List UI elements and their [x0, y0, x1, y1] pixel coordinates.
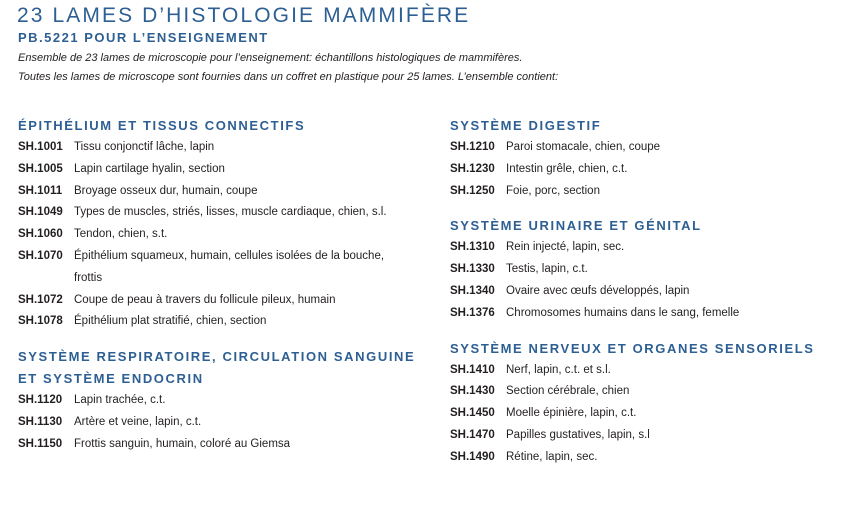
- slide-code: SH.1005: [18, 162, 63, 175]
- section-urinaire: [450, 215, 850, 324]
- slide-code: SH.1150: [18, 437, 63, 450]
- section-title-line-2: ET SYSTÈME ENDOCRIN: [18, 371, 204, 387]
- slide-description: Tendon, chien, s.t.: [74, 228, 168, 241]
- slide-description: Coupe de peau à travers du follicule pileux, humain: [74, 293, 336, 306]
- slide-code: SH.1049: [18, 206, 63, 219]
- list-item: [450, 447, 850, 469]
- slide-description: Chromosomes humains dans le sang, femelle: [506, 306, 740, 319]
- right-column: [450, 115, 850, 469]
- slide-code: SH.1078: [18, 315, 63, 328]
- list-item: [18, 290, 438, 312]
- list-item: [450, 137, 850, 159]
- list-item: [18, 434, 438, 456]
- list-item: [450, 303, 850, 325]
- slide-code: SH.1060: [18, 228, 63, 241]
- slide-code: SH.1120: [18, 394, 63, 407]
- slide-code: SH.1376: [450, 306, 495, 319]
- slide-description: Frottis sanguin, humain, coloré au Giemsa: [74, 437, 291, 450]
- slide-description-continued: frottis: [74, 271, 103, 284]
- slide-code: SH.1490: [450, 450, 495, 463]
- section-nerveux: [450, 338, 850, 469]
- section-respiratoire: [18, 346, 438, 455]
- slide-description: Paroi stomacale, chien, coupe: [506, 141, 661, 153]
- slide-code: SH.1330: [450, 263, 495, 276]
- slide-description: Types de muscles, striés, lisses, muscle cardiaque, chien, s.l.: [74, 206, 387, 219]
- slide-code: SH.1210: [450, 141, 495, 153]
- section-title: SYSTÈME URINAIRE ET GÉNITAL: [450, 218, 702, 234]
- page-title: 23 LAMES D’HISTOLOGIE MAMMIFÈRE: [17, 4, 471, 27]
- slide-description: Broyage osseux dur, humain, coupe: [74, 184, 258, 197]
- slide-description: Papilles gustatives, lapin, s.l: [506, 428, 650, 441]
- slide-code: SH.1130: [18, 415, 63, 428]
- left-column: [18, 115, 438, 456]
- list-item: [450, 281, 850, 303]
- slide-description: Épithélium squameux, humain, cellules isolées de la bouche,: [74, 249, 385, 262]
- slide-code: SH.1410: [450, 363, 495, 376]
- list-item: [450, 381, 850, 403]
- section-epithelium: [18, 115, 438, 333]
- slide-description: Testis, lapin, c.t.: [506, 263, 588, 276]
- list-item: [18, 137, 438, 159]
- slide-description: Épithélium plat stratifié, chien, section: [74, 315, 267, 328]
- slide-description: Lapin cartilage hyalin, section: [74, 162, 225, 175]
- section-title: SYSTÈME DIGESTIF: [450, 118, 602, 133]
- slide-description: Rétine, lapin, sec.: [506, 450, 598, 463]
- section-digestif: [450, 115, 850, 202]
- list-item: [450, 360, 850, 382]
- slide-description: Lapin trachée, c.t.: [74, 394, 166, 407]
- slide-code: SH.1340: [450, 284, 495, 297]
- slide-code: SH.1470: [450, 428, 495, 441]
- slide-code: SH.1001: [18, 141, 63, 153]
- product-subtitle: PB.5221 POUR L’ENSEIGNEMENT: [18, 30, 269, 45]
- slide-code: SH.1430: [450, 385, 495, 398]
- slide-description: Nerf, lapin, c.t. et s.l.: [506, 363, 611, 376]
- slide-code: SH.1230: [450, 162, 495, 175]
- list-item: [450, 237, 850, 259]
- slide-code: SH.1072: [18, 293, 63, 306]
- slide-code: SH.1310: [450, 241, 495, 254]
- slide-description: Foie, porc, section: [506, 184, 600, 197]
- slide-description: Rein injecté, lapin, sec.: [506, 241, 625, 254]
- slide-code: SH.1450: [450, 407, 495, 420]
- slide-code: SH.1011: [18, 184, 63, 197]
- intro-text-line-2: Toutes les lames de microscope sont fournies dans un coffret en plastique pour 25 lames. L’ensemble contient:: [18, 71, 559, 83]
- slide-code: SH.1070: [18, 249, 63, 262]
- slide-description: Section cérébrale, chien: [506, 385, 630, 398]
- list-item: [18, 202, 438, 224]
- slide-description: Intestin grêle, chien, c.t.: [506, 162, 628, 175]
- list-item: [450, 181, 850, 203]
- list-item: [18, 390, 438, 412]
- section-title: SYSTÈME RESPIRATOIRE, CIRCULATION SANGUINE: [18, 349, 416, 365]
- list-item: [18, 224, 438, 246]
- list-item: [18, 159, 438, 181]
- slide-description: Tissu conjonctif lâche, lapin: [74, 141, 215, 153]
- list-item: [18, 246, 438, 268]
- slide-description: Moelle épinière, lapin, c.t.: [506, 407, 637, 420]
- list-item-continuation: [18, 268, 438, 290]
- list-item: [18, 181, 438, 203]
- list-item: [450, 259, 850, 281]
- list-item: [450, 425, 850, 447]
- list-item: [18, 412, 438, 434]
- list-item: [450, 159, 850, 181]
- intro-text-line-1: Ensemble de 23 lames de microscopie pour l’enseignement: échantillons histologiques de mammifères.: [18, 52, 523, 64]
- list-item: [450, 403, 850, 425]
- slide-description: Ovaire avec œufs développés, lapin: [506, 284, 690, 297]
- slide-description: Artère et veine, lapin, c.t.: [74, 415, 202, 428]
- slide-code: SH.1250: [450, 184, 495, 197]
- section-title: ÉPITHÉLIUM ET TISSUS CONNECTIFS: [18, 118, 306, 133]
- section-title: SYSTÈME NERVEUX ET ORGANES SENSORIELS: [450, 340, 815, 356]
- list-item: [18, 311, 438, 333]
